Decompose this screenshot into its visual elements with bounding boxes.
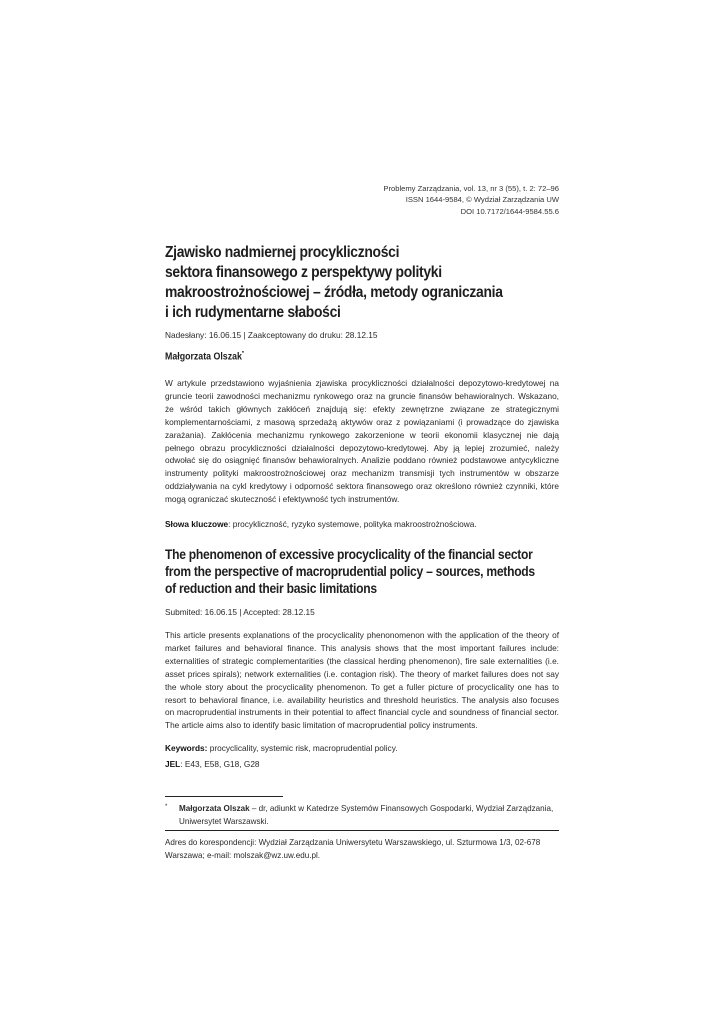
footnote-body [179, 803, 559, 828]
footnote-divider [165, 796, 283, 797]
title-english [165, 546, 557, 597]
title-english-line: of reduction and their basic limitations [165, 581, 377, 596]
journal-citation: Problemy Zarządzania, vol. 13, nr 3 (55), t. 2: 72–96 [383, 184, 559, 193]
author-line [165, 351, 244, 362]
submission-dates-polish: Nadesłany: 16.06.15 | Zaakceptowany do druku: 28.12.15 [165, 330, 378, 340]
keywords-polish-text: : procykliczność, ryzyko systemowe, polityka makroostrożnościowa. [228, 519, 477, 529]
abstract-polish: W artykule przedstawiono wyjaśnienia zjawiska procykliczności działalności depozytowo-kredytowej na gruncie teorii zawodności mechanizmu rynkowego oraz na gruncie finansów behawioralnych. Wskazano, że wśród takich głównych zakłóceń znajdują się: efekty zewnętrzne związane ze strategicznymi komplementarnościami, z masową sprzedażą aktywów oraz z powiązaniami (i prowadzące do zjawiska zarażania). Zakłócenia mechanizmu rynkowego zakorzenione w teorii ekonomii klasycznej nie dają pełnego obrazu procykliczności działalności depozytowo-kredytowej. Aby ją lepiej zrozumieć, należy odwołać się do osiągnięć finansów behawioralnych. Analizie poddano również podstawowe antycykliczne instrumenty polityki makroostrożnościowej oraz mechanizm transmisji tych instrumentów w obszarze oddziaływania na cykl kredytowy i odporność sektora finansowego oraz określono również czynniki, które mogą ograniczać skuteczność i efektywność tych instrumentów. [165, 378, 559, 505]
address-divider [165, 830, 559, 831]
journal-doi: DOI 10.7172/1644-9584.55.6 [460, 206, 559, 216]
journal-header [259, 183, 559, 217]
title-polish-line: sektora finansowego z perspektywy polityki [165, 264, 442, 281]
keywords-english-text: procyclicality, systemic risk, macroprudential policy. [207, 743, 398, 753]
keywords-english-label: Keywords: [165, 743, 208, 753]
keywords-polish [165, 518, 559, 530]
journal-issn: ISSN 1644-9584, © Wydział Zarządzania UW [405, 195, 559, 205]
footnote-author-name: Małgorzata Olszak [179, 804, 250, 813]
title-english-line: from the perspective of macroprudential policy – sources, methods [165, 564, 535, 579]
title-english-line: The phenomenon of excessive procyclicality of the financial sector [165, 547, 533, 562]
keywords-polish-label: Słowa kluczowe [165, 519, 229, 529]
title-polish-line: i ich rudymentarne słabości [165, 304, 341, 321]
footnote-mark: * [165, 804, 168, 810]
author-footnote [165, 803, 559, 828]
author-footnote-mark: * [241, 351, 245, 357]
jel-label: JEL [165, 759, 181, 769]
correspondence-address: Adres do korespondencji: Wydział Zarządzania Uniwersytetu Warszawskiego, ul. Szturmowa 1/3, 02-678 Warszawa; e-mail: molszak@wz.uw.edu.pl. [165, 838, 541, 860]
title-polish [165, 243, 517, 323]
jel-codes [165, 758, 559, 770]
keywords-english [165, 742, 559, 754]
submission-dates-english: Submited: 16.06.15 | Accepted: 28.12.15 [165, 607, 315, 617]
title-polish-line: makroostrożnościowej – źródła, metody ograniczania [165, 284, 503, 301]
abstract-english: This article presents explanations of the procyclicality phenonomenon with the application of the theory of market failures and behavioral finance. This analysis shows that the most important failures include: externalities of strategic complementarities (the classical herding phenomenon), fire sale externalities (i.e. asset prices spirals); network externalities (i.e. contagion risk). The theory of market failures does not say the whole story about the procyclicality phenomenon. To get a fuller picture of procyclicality one has to resort to behavioral finance, i.e. availability heuristics and threshold heuristics. The analysis also focuses on macroprudential instruments in their potential to affect financial cycle and soundness of financial sector. The article aims also to identify basic limitation of macroprudential policy instruments. [165, 630, 559, 731]
footnote-text: – dr, adiunkt w Katedrze Systemów Finansowych Gospodarki, Wydział Zarządzania, Uniwersytet Warszawski. [179, 804, 554, 826]
jel-text: : E43, E58, G18, G28 [180, 759, 260, 769]
title-polish-line: Zjawisko nadmiernej procykliczności [165, 244, 400, 261]
author-name: Małgorzata Olszak [165, 351, 242, 363]
